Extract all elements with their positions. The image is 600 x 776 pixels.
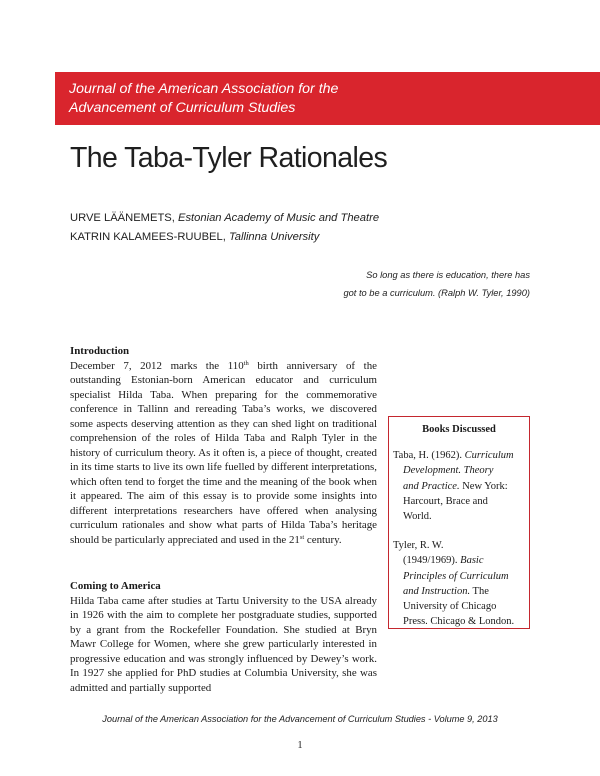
journal-banner: [55, 72, 600, 125]
coming-to-america-paragraph: Hilda Taba came after studies at Tartu University to the USA already in 1926 with the aim to complete her postgraduate studies, supported by a grant from the Rockefeller Foundation. She studied at Bryn Mawr College for Women, where she grew particularly interested in progressive education and was strongly influenced by Dewey’s work. In 1927 she applied for PhD studies at Columbia University, she was admitted and partially supported: [70, 594, 377, 694]
footer-citation: Journal of the American Association for the Advancement of Curriculum Studies - Volume 9, 2013: [102, 714, 498, 724]
book-ref-title: and Practice.: [403, 480, 460, 492]
book-ref-title: Principles of Curriculum: [403, 570, 509, 582]
epigraph-line2: got to be a curriculum. (Ralph W. Tyler, 1990): [343, 288, 530, 298]
author-1-affiliation: Estonian Academy of Music and Theatre: [177, 212, 380, 224]
book-reference-taba: [393, 448, 531, 524]
author-1: URVE LÄÄNEMETS, Estonian Academy of Music and Theatre: [70, 212, 380, 224]
book-ref-line: [393, 463, 531, 478]
epigraph-line1: So long as there is education, there has: [366, 270, 530, 280]
book-reference-tyler: [393, 538, 531, 630]
book-ref-line: [393, 584, 531, 599]
book-ref-line: University of Chicago: [403, 601, 497, 613]
book-ref-line: [393, 479, 531, 494]
book-ref-line: [393, 569, 531, 584]
book-ref-line: Press. Chicago & London.: [403, 616, 515, 628]
book-ref-text: Taba, H. (1962).: [393, 450, 465, 461]
book-ref-text: The: [470, 585, 489, 597]
introduction-section: [70, 344, 377, 547]
intro-sup-th: th: [243, 359, 249, 367]
intro-sup-st: st: [299, 533, 305, 541]
intro-text-start: December 7, 2012 marks the 110: [70, 359, 244, 372]
author-1-name: URVE LÄÄNEMETS: [70, 212, 172, 224]
book-ref-line: Tyler, R. W.: [393, 540, 444, 551]
intro-text-end: century.: [304, 533, 342, 546]
journal-name-line1: Journal of the American Association for the: [69, 81, 339, 97]
book-ref-title: Development. Theory: [403, 465, 494, 477]
book-ref-text: New York:: [459, 480, 508, 492]
book-ref-text: (1949/1969).: [403, 555, 461, 567]
article-title: The Taba-Tyler Rationales: [70, 142, 388, 174]
book-ref-line: World.: [403, 511, 432, 523]
book-ref-line: [393, 553, 531, 568]
page-number: 1: [297, 740, 303, 751]
book-ref-title: Basic: [460, 555, 484, 567]
coming-to-america-heading: Coming to America: [70, 580, 161, 592]
books-discussed-title: Books Discussed: [422, 424, 496, 435]
book-ref-line: Harcourt, Brace and: [403, 495, 488, 507]
book-ref-title: Curriculum: [464, 450, 514, 461]
book-ref-title: and Instruction.: [403, 585, 471, 597]
introduction-paragraph: [70, 359, 377, 548]
introduction-heading: Introduction: [70, 345, 130, 357]
coming-to-america-section: [70, 579, 377, 695]
author-2: KATRIN KALAMEES-RUUBEL, Tallinna University: [70, 231, 320, 243]
intro-text-mid: birth anniversary of the outstanding Estonian-born American educator and curriculum specialist Hilda Taba. When preparing for the commemorative conference in Tallinn and rereading Taba’s works, we discovered some aspects deserving attention as they can shed light on traditional comprehension of the roles of Hilda Taba and Ralph Tyler in the history of curriculum theory. As it often is, a piece of thought, created in its time starts to live its own life fuelled by different interpretations, which often tend to forget the time and the meaning of the book when it appeared. The aim of this essay is to provide some insights into different interpretations researchers have offered when analysing curriculum rationales and show what parts of Hilda Taba’s heritage should be particularly appreciated and used in the 21: [70, 359, 377, 546]
author-2-name: KATRIN KALAMEES-RUUBEL: [70, 231, 223, 243]
books-discussed-box: [388, 416, 530, 629]
journal-name-line2: Advancement of Curriculum Studies: [69, 100, 296, 116]
book-ref-line: [393, 448, 531, 463]
author-2-affiliation: Tallinna University: [228, 231, 320, 243]
